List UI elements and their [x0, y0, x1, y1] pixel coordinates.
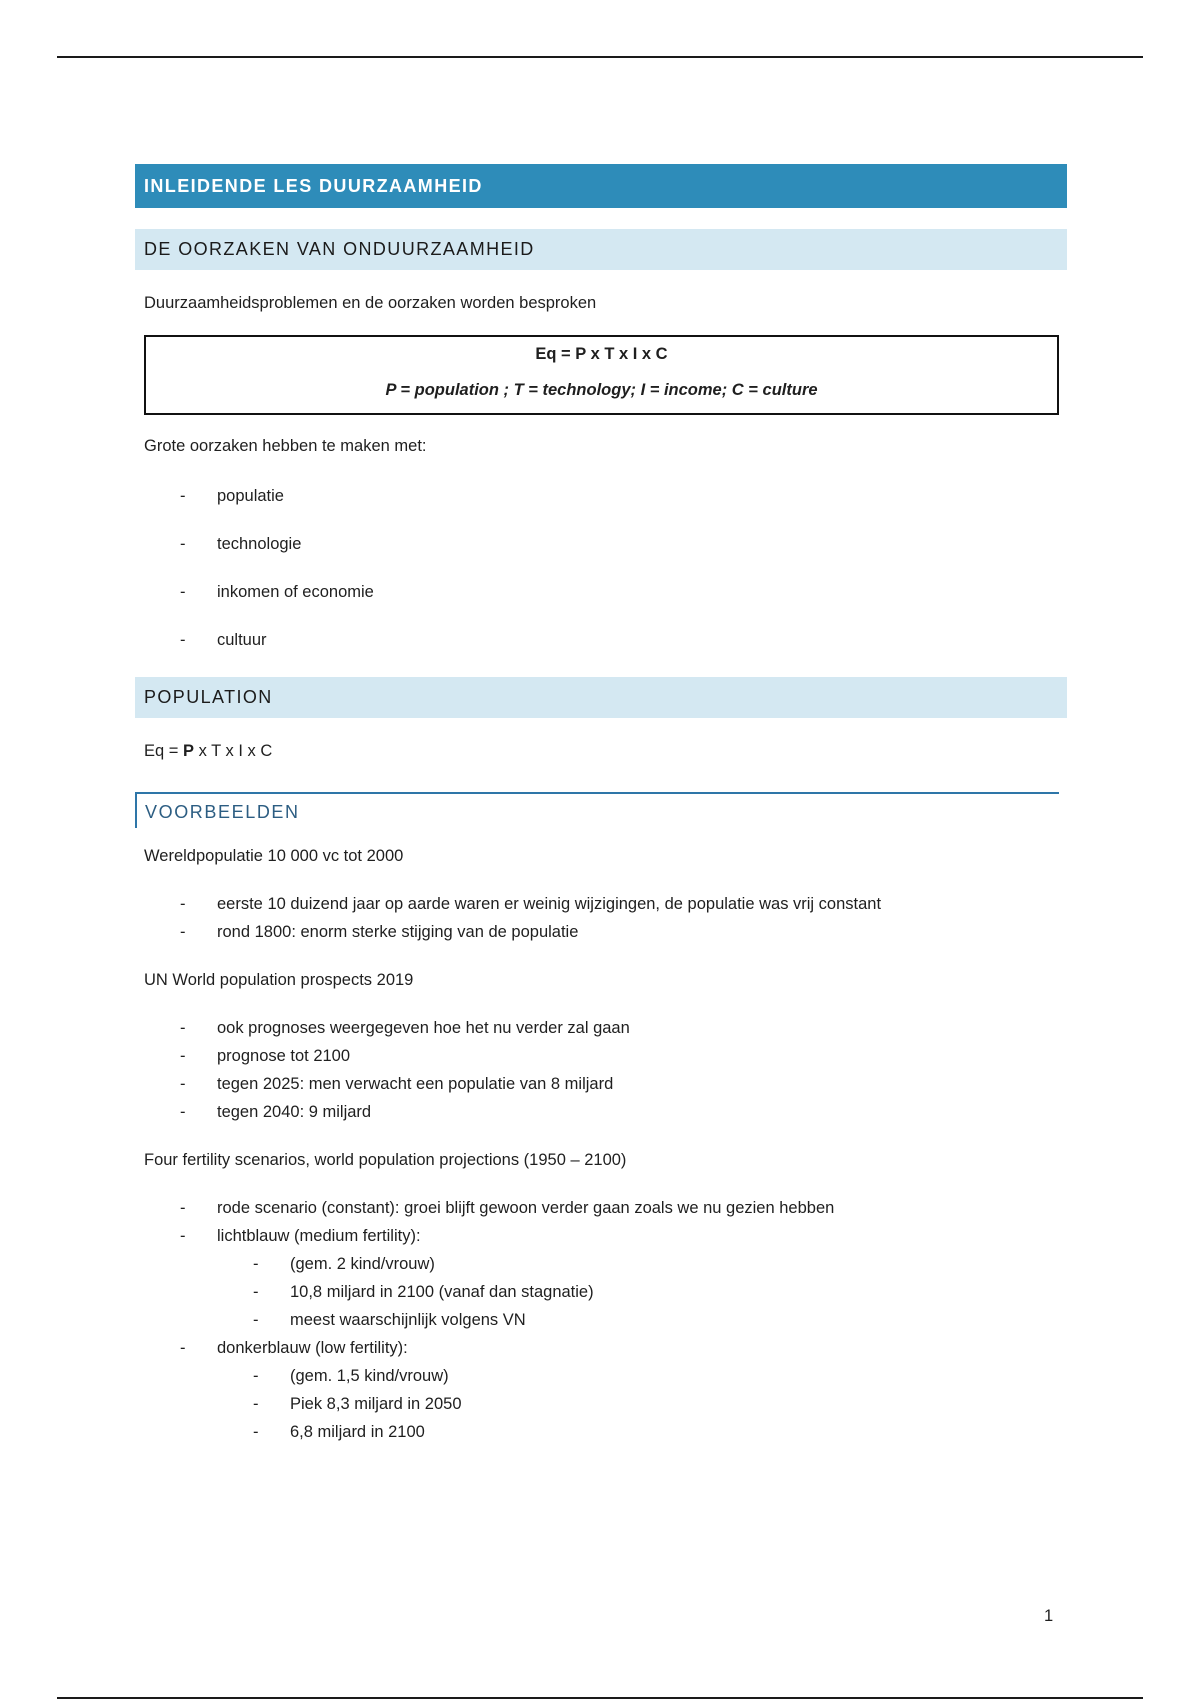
un-prospects-list: [135, 1017, 1067, 1123]
lightblue-sublist: [135, 1253, 1067, 1331]
world-population-list: [135, 893, 1067, 943]
scenario-lightblue-label: lichtblauw (medium fertility):: [217, 1227, 421, 1245]
main-heading: INLEIDENDE LES DUURZAAMHEID: [135, 164, 1067, 208]
list-item: - (gem. 1,5 kind/vrouw): [135, 1365, 1067, 1387]
page-number: 1: [1044, 1607, 1054, 1625]
list-item: - eerste 10 duizend jaar op aarde waren er weinig wijzigingen, de populatie was vrij constant: [135, 893, 1067, 915]
list-item: - cultuur: [135, 629, 1067, 651]
list-item: [135, 1225, 1067, 1247]
section-heading-population: POPULATION: [135, 677, 1067, 718]
fertility-scenarios-list-cont: [135, 1337, 1067, 1359]
list-item: - populatie: [135, 485, 1067, 507]
list-item: - 6,8 miljard in 2100: [135, 1421, 1067, 1443]
document-page: [135, 164, 1067, 1443]
list-item: - inkomen of economie: [135, 581, 1067, 603]
list-item: - prognose tot 2100: [135, 1045, 1067, 1067]
list-item: - tegen 2025: men verwacht een populatie van 8 miljard: [135, 1073, 1067, 1095]
un-prospects-title: UN World population prospects 2019: [144, 971, 414, 989]
section-heading-examples: VOORBEELDEN: [135, 792, 1059, 828]
formula-legend: P = population ; T = technology; I = income; C = culture: [385, 381, 818, 399]
population-formula: Eq = P x T x I x C: [144, 742, 273, 760]
causes-list: [135, 485, 1067, 651]
world-population-title: Wereldpopulatie 10 000 vc tot 2000: [144, 847, 404, 865]
list-item: - technologie: [135, 533, 1067, 555]
causes-list-intro: Grote oorzaken hebben te maken met:: [144, 437, 427, 455]
list-item: - Piek 8,3 miljard in 2050: [135, 1393, 1067, 1415]
fertility-scenarios-title: Four fertility scenarios, world population projections (1950 – 2100): [144, 1151, 627, 1169]
darkblue-sublist: [135, 1365, 1067, 1443]
header-rule: [57, 56, 1143, 58]
footer-rule: [57, 1697, 1143, 1699]
section-heading-causes: DE OORZAKEN VAN ONDUURZAAMHEID: [135, 229, 1067, 270]
fertility-scenarios-list: [135, 1197, 1067, 1247]
list-item: - donkerblauw (low fertility):: [135, 1337, 1067, 1359]
formula-text: Eq = P x T x I x C: [535, 345, 668, 363]
list-item: - meest waarschijnlijk volgens VN: [135, 1309, 1067, 1331]
list-item: - ook prognoses weergegeven hoe het nu verder zal gaan: [135, 1017, 1067, 1039]
list-item: - rode scenario (constant): groei blijft gewoon verder gaan zoals we nu gezien hebben: [135, 1197, 1067, 1219]
list-item: - 10,8 miljard in 2100 (vanaf dan stagnatie): [135, 1281, 1067, 1303]
formula-box: [144, 335, 1059, 415]
list-item: - rond 1800: enorm sterke stijging van de populatie: [135, 921, 1067, 943]
causes-intro-text: Duurzaamheidsproblemen en de oorzaken worden besproken: [144, 294, 597, 312]
list-item: - tegen 2040: 9 miljard: [135, 1101, 1067, 1123]
list-item: - (gem. 2 kind/vrouw): [135, 1253, 1067, 1275]
